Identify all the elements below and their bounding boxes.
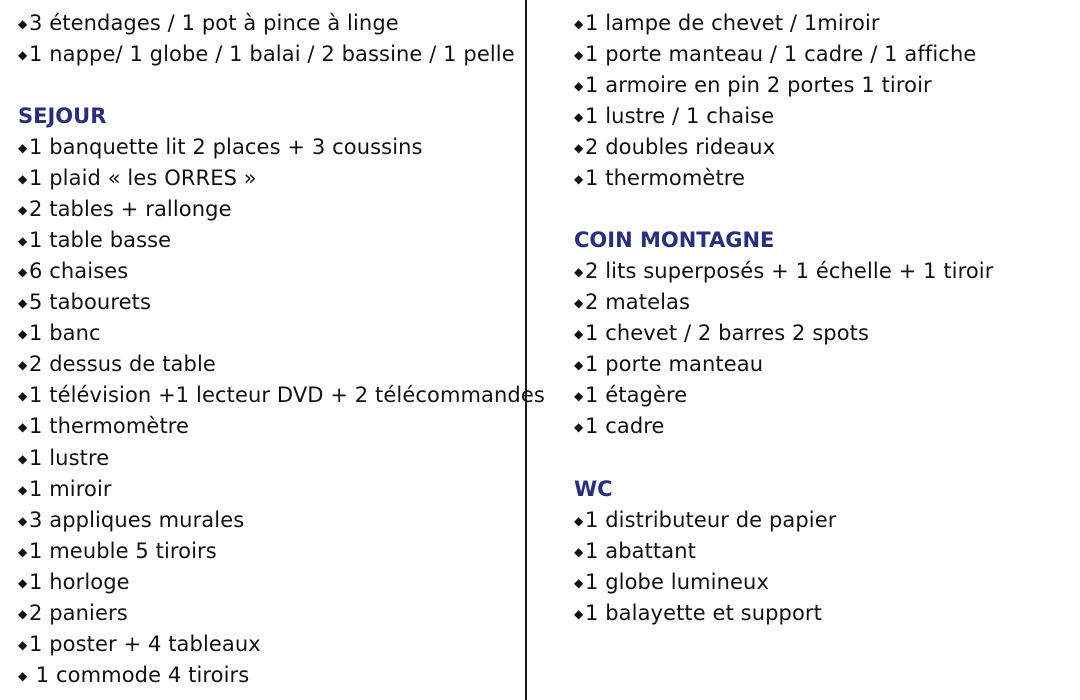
bullet-icon: ◆ — [18, 545, 28, 559]
bullet-icon: ◆ — [18, 452, 28, 466]
list-item: ◆1 porte manteau — [574, 349, 763, 380]
list-item: ◆1 nappe/ 1 globe / 1 balai / 2 bassine / 1 pelle — [18, 39, 515, 70]
list-item: ◆1 table basse — [18, 225, 171, 256]
list-item: ◆1 lustre / 1 chaise — [574, 101, 774, 132]
bullet-icon: ◆ — [18, 234, 28, 248]
bullet-icon: ◆ — [574, 296, 584, 310]
bullet-icon: ◆ — [18, 141, 28, 155]
bullet-icon: ◆ — [574, 327, 584, 341]
bullet-icon: ◆ — [18, 265, 28, 279]
list-item: ◆2 dessus de table — [18, 349, 216, 380]
list-item: ◆1 banc — [18, 318, 101, 349]
list-item: ◆1 banquette lit 2 places + 3 coussins — [18, 132, 423, 163]
list-item: ◆1 globe lumineux — [574, 567, 769, 598]
section-heading-sejour: SEJOUR — [18, 104, 107, 128]
list-item: ◆1 abattant — [574, 536, 696, 567]
bullet-icon: ◆ — [18, 203, 28, 217]
list-item: ◆1 télévision +1 lecteur DVD + 2 télécommandes — [18, 380, 545, 411]
list-item: ◆1 lustre — [18, 443, 109, 474]
list-item: ◆1 distributeur de papier — [574, 505, 837, 536]
list-item: ◆1 poster + 4 tableaux — [18, 629, 261, 660]
bullet-icon: ◆ — [18, 576, 28, 590]
list-item: ◆6 chaises — [18, 256, 128, 287]
bullet-icon: ◆ — [574, 576, 584, 590]
list-item: ◆3 appliques murales — [18, 505, 244, 536]
bullet-icon: ◆ — [574, 141, 584, 155]
list-item: ◆1 horloge — [18, 567, 130, 598]
bullet-icon: ◆ — [18, 483, 28, 497]
bullet-icon: ◆ — [574, 172, 584, 186]
list-item: ◆3 étendages / 1 pot à pince à linge — [18, 8, 399, 39]
bullet-icon: ◆ — [574, 358, 584, 372]
bullet-icon: ◆ — [18, 420, 28, 434]
bullet-icon: ◆ — [574, 48, 584, 62]
section-heading-coin-montagne: COIN MONTAGNE — [574, 228, 775, 252]
bullet-icon: ◆ — [574, 17, 584, 31]
bullet-icon: ◆ — [18, 389, 28, 403]
list-item: ◆1 porte manteau / 1 cadre / 1 affiche — [574, 39, 976, 70]
list-item: ◆1 meuble 5 tiroirs — [18, 536, 217, 567]
list-item: ◆1 armoire en pin 2 portes 1 tiroir — [574, 70, 932, 101]
bullet-icon: ◆ — [18, 172, 28, 186]
bullet-icon: ◆ — [574, 265, 584, 279]
list-item: ◆2 lits superposés + 1 échelle + 1 tiroir — [574, 256, 993, 287]
list-item: ◆1 plaid « les ORRES » — [18, 163, 257, 194]
list-item: ◆1 étagère — [574, 380, 687, 411]
list-item: ◆1 chevet / 2 barres 2 spots — [574, 318, 869, 349]
bullet-icon: ◆ — [18, 17, 28, 31]
list-item: ◆2 matelas — [574, 287, 690, 318]
list-item: ◆2 paniers — [18, 598, 128, 629]
list-item: ◆1 thermomètre — [574, 163, 745, 194]
bullet-icon: ◆ — [574, 79, 584, 93]
bullet-icon: ◆ — [574, 514, 584, 528]
bullet-icon: ◆ — [574, 545, 584, 559]
list-item: ◆1 lampe de chevet / 1miroir — [574, 8, 880, 39]
bullet-icon: ◆ — [18, 669, 28, 683]
list-item: ◆2 tables + rallonge — [18, 194, 232, 225]
column-divider — [525, 0, 527, 700]
list-item: ◆1 balayette et support — [574, 598, 822, 629]
list-item: ◆1 cadre — [574, 411, 665, 442]
bullet-icon: ◆ — [18, 638, 28, 652]
list-item: ◆1 miroir — [18, 474, 112, 505]
list-item: ◆ 1 commode 4 tiroirs — [18, 660, 249, 691]
bullet-icon: ◆ — [18, 358, 28, 372]
bullet-icon: ◆ — [18, 296, 28, 310]
list-item: ◆2 doubles rideaux — [574, 132, 775, 163]
bullet-icon: ◆ — [574, 389, 584, 403]
bullet-icon: ◆ — [574, 607, 584, 621]
section-heading-wc: WC — [574, 477, 613, 501]
list-item: ◆1 thermomètre — [18, 411, 189, 442]
bullet-icon: ◆ — [18, 514, 28, 528]
bullet-icon: ◆ — [574, 110, 584, 124]
bullet-icon: ◆ — [574, 420, 584, 434]
list-item: ◆5 tabourets — [18, 287, 151, 318]
bullet-icon: ◆ — [18, 607, 28, 621]
bullet-icon: ◆ — [18, 48, 28, 62]
bullet-icon: ◆ — [18, 327, 28, 341]
